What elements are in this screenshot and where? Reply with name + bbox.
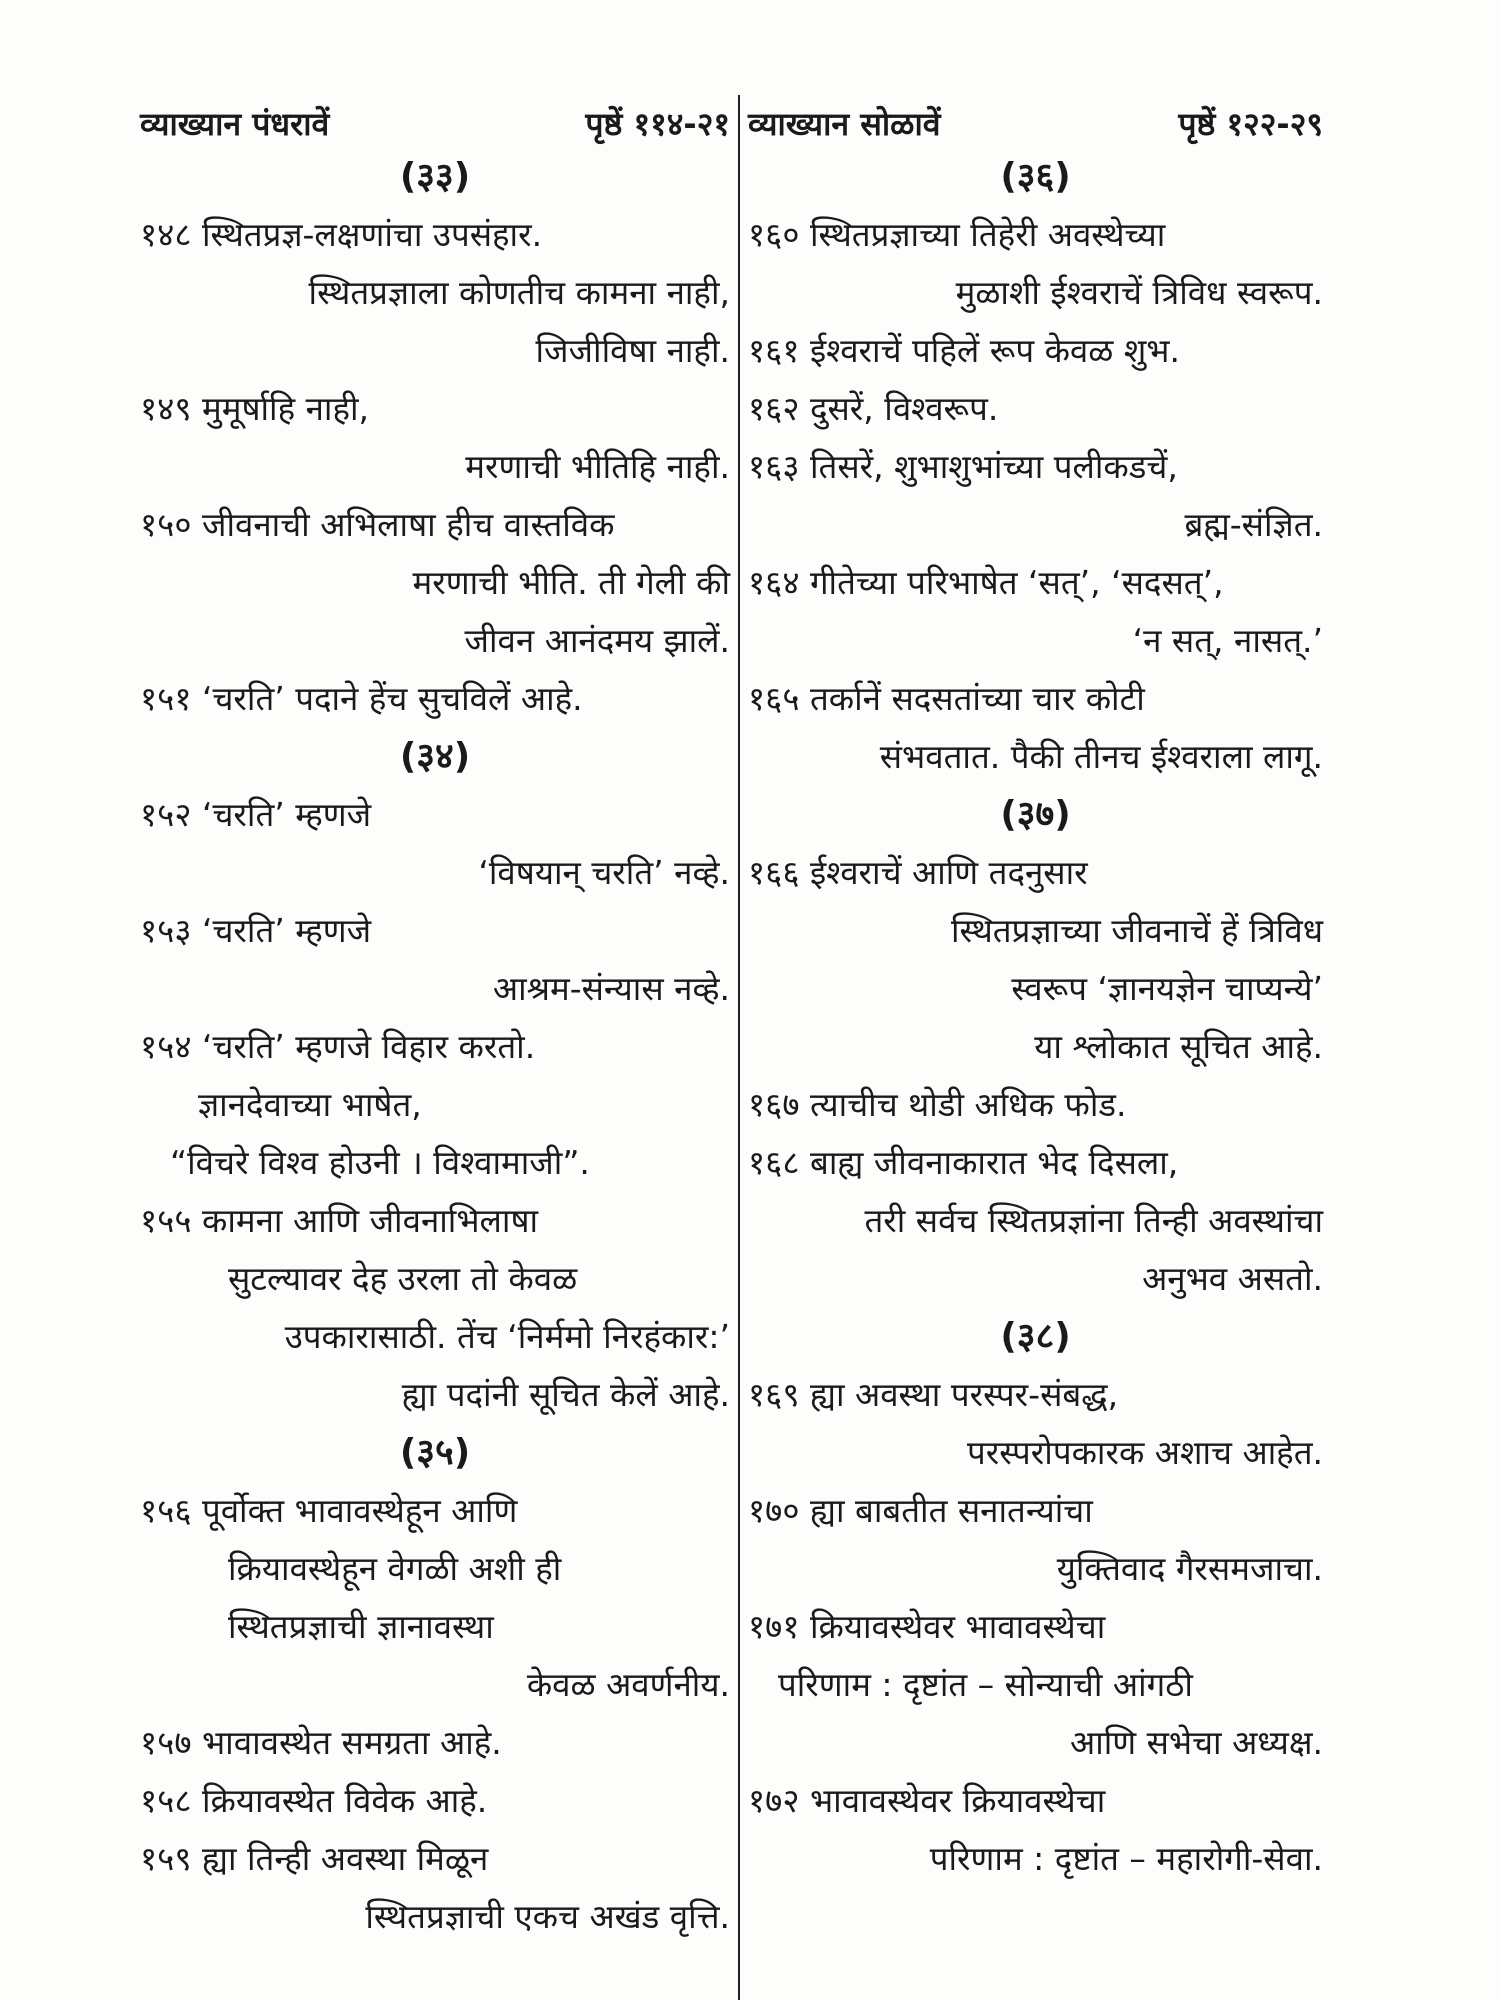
entry-line: ज्ञानदेवाच्या भाषेत, — [198, 1085, 422, 1124]
entry-line: स्थितप्रज्ञाच्या जीवनाचें हें त्रिविध — [951, 911, 1323, 950]
entry-line: क्रियावस्थेहून वेगळी अशी ही — [228, 1549, 562, 1588]
entry-line: मरणाची भीतिहि नाही. — [465, 447, 730, 486]
section-heading: (३६) — [1000, 156, 1071, 197]
left-column — [140, 100, 730, 1946]
entry-line: १६८ बाह्य जीवनाकारात भेद दिसला, — [748, 1143, 1179, 1182]
entry-line: १४८ स्थितप्रज्ञ-लक्षणांचा उपसंहार. — [140, 215, 543, 254]
entry-line: १५६ पूर्वोक्त भावावस्थेहून आणि — [140, 1491, 518, 1530]
entry-line: या श्लोकात सूचित आहे. — [1034, 1027, 1323, 1066]
entry-line: मुळाशी ईश्वराचें त्रिविध स्वरूप. — [955, 273, 1323, 312]
column-divider — [738, 95, 740, 2000]
entry-line: १५८ क्रियावस्थेत विवेक आहे. — [140, 1781, 488, 1820]
entry-line: १६० स्थितप्रज्ञाच्या तिहेरी अवस्थेच्या — [748, 215, 1166, 254]
entry-line: आणि सभेचा अध्यक्ष. — [1069, 1723, 1323, 1762]
entry-line: १६२ दुसरें, विश्वरूप. — [748, 389, 999, 428]
entry-line: युक्तिवाद गैरसमजाचा. — [1056, 1549, 1323, 1588]
entry-line: ह्या पदांनी सूचित केलें आहे. — [401, 1375, 730, 1414]
entry-line: स्थितप्रज्ञाची ज्ञानावस्था — [228, 1607, 494, 1646]
entry-line: ‘विषयान् चरति’ नव्हे. — [478, 853, 730, 892]
right-column — [748, 100, 1323, 1888]
entry-line: ब्रह्म-संज्ञित. — [1184, 505, 1323, 544]
section-heading: (३३) — [399, 156, 471, 197]
entry-line: स्थितप्रज्ञाला कोणतीच कामना नाही, — [308, 273, 730, 312]
entry-line: अनुभव असतो. — [1142, 1259, 1323, 1298]
entry-line: संभवतात. पैकी तीनच ईश्वराला लागू. — [879, 737, 1323, 776]
section-heading: (३८) — [1000, 1316, 1071, 1357]
entry-line: जीवन आनंदमय झालें. — [464, 621, 730, 660]
entry-line: केवळ अवर्णनीय. — [526, 1665, 730, 1704]
entry-line: १६७ त्याचीच थोडी अधिक फोड. — [748, 1085, 1127, 1124]
entry-line: परिणाम : दृष्टांत – सोन्याची आंगठी — [778, 1665, 1193, 1704]
section-heading: (३४) — [399, 736, 471, 777]
entry-line: परस्परोपकारक अशाच आहेत. — [966, 1433, 1323, 1472]
entry-line: १५१ ‘चरति’ पदाने हेंच सुचविलें आहे. — [140, 679, 583, 718]
section-heading: (३५) — [399, 1432, 471, 1473]
entry-line: १५४ ‘चरति’ म्हणजे विहार करतो. — [140, 1027, 536, 1066]
entry-line: १६९ ह्या अवस्था परस्पर-संबद्ध, — [748, 1375, 1119, 1414]
entry-line: १७२ भावावस्थेवर क्रियावस्थेचा — [748, 1781, 1106, 1820]
page-range: पृष्ठें ११४-२१ — [585, 105, 730, 143]
left-column-body — [140, 148, 730, 1946]
entry-line: १५५ कामना आणि जीवनाभिलाषा — [140, 1201, 539, 1240]
entry-line: १६३ तिसरें, शुभाशुभांच्या पलीकडचें, — [748, 447, 1178, 486]
entry-line: १५० जीवनाची अभिलाषा हीच वास्तविक — [140, 505, 615, 544]
lecture-title: व्याख्यान सोळावें — [748, 105, 941, 143]
entry-line: सुटल्यावर देह उरला तो केवळ — [228, 1259, 578, 1298]
section-heading: (३७) — [1000, 794, 1071, 835]
lecture-title: व्याख्यान पंधरावें — [140, 105, 330, 143]
entry-line: १७० ह्या बाबतीत सनातन्यांचा — [748, 1491, 1093, 1530]
entry-line: १४९ मुमूर्षाहि नाही, — [140, 389, 370, 428]
right-column-body — [748, 148, 1323, 1888]
entry-line: जिजीविषा नाही. — [535, 331, 730, 370]
right-column-header — [748, 100, 1323, 148]
page-range: पृष्ठें १२२-२९ — [1178, 105, 1323, 143]
entry-line: ‘न सत्, नासत्.’ — [1132, 621, 1323, 660]
entry-line: १५३ ‘चरति’ म्हणजे — [140, 911, 372, 950]
entry-line: १५२ ‘चरति’ म्हणजे — [140, 795, 372, 834]
entry-line: १५९ ह्या तिन्ही अवस्था मिळून — [140, 1839, 489, 1878]
entry-line: आश्रम-संन्यास नव्हे. — [492, 969, 730, 1008]
entry-line: १६६ ईश्वराचें आणि तदनुसार — [748, 853, 1088, 892]
entry-line: “विचरे विश्व होउनी । विश्वामाजी”. — [170, 1143, 590, 1182]
entry-line: १५७ भावावस्थेत समग्रता आहे. — [140, 1723, 502, 1762]
left-column-header — [140, 100, 730, 148]
entry-line: परिणाम : दृष्टांत – महारोगी-सेवा. — [929, 1839, 1323, 1878]
entry-line: स्वरूप ‘ज्ञानयज्ञेन चाप्यन्ये’ — [1011, 969, 1323, 1008]
entry-line: तरी सर्वच स्थितप्रज्ञांना तिन्ही अवस्थांचा — [864, 1201, 1323, 1240]
entry-line: १६५ तर्कानें सदसतांच्या चार कोटी — [748, 679, 1145, 718]
entry-line: १६१ ईश्वराचें पहिलें रूप केवळ शुभ. — [748, 331, 1180, 370]
entry-line: मरणाची भीति. ती गेली की — [412, 563, 730, 602]
entry-line: १७१ क्रियावस्थेवर भावावस्थेचा — [748, 1607, 1106, 1646]
entry-line: उपकारासाठी. तेंच ‘निर्ममो निरहंकार:’ — [284, 1317, 730, 1356]
entry-line: स्थितप्रज्ञाची एकच अखंड वृत्ति. — [365, 1897, 730, 1936]
entry-line: १६४ गीतेच्या परिभाषेत ‘सत्’, ‘सदसत्’, — [748, 563, 1224, 602]
